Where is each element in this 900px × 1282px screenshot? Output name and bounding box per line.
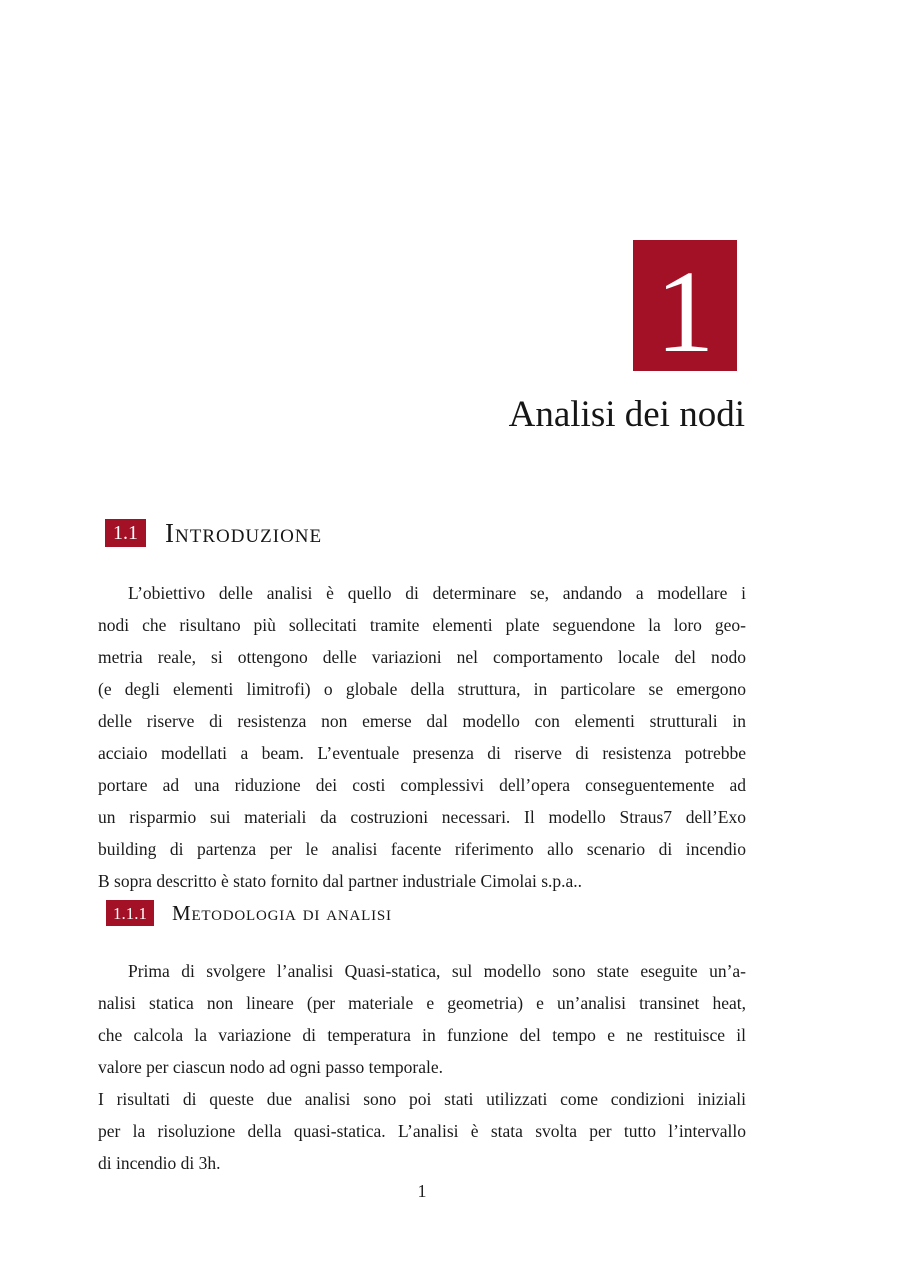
methodology-paragraph-1 bbox=[98, 955, 746, 1083]
text-line: nalisi statica non lineare (per materiale e geometria) e un’analisi transinet heat, bbox=[98, 993, 746, 1013]
text-line: delle riserve di resistenza non emerse dal modello con elementi strutturali in bbox=[98, 711, 746, 731]
section-heading bbox=[105, 519, 322, 547]
chapter-number: 1 bbox=[655, 246, 715, 378]
text-line: B sopra descritto è stato fornito dal partner industriale Cimolai s.p.a.. bbox=[98, 871, 583, 891]
text-line: che calcola la variazione di temperatura in funzione del tempo e ne restituisce il bbox=[98, 1025, 746, 1045]
text-line: portare ad una riduzione dei costi complessivi dell’opera conseguentemente ad bbox=[98, 775, 746, 795]
text-line: un risparmio sui materiali da costruzioni necessari. Il modello Straus7 dell’Exo bbox=[98, 807, 746, 827]
section-number-badge: 1.1 bbox=[105, 519, 146, 547]
intro-paragraph bbox=[98, 577, 746, 897]
text-line: per la risoluzione della quasi-statica. L’analisi è stata svolta per tutto l’intervallo bbox=[98, 1121, 746, 1141]
text-line: valore per ciascun nodo ad ogni passo temporale. bbox=[98, 1057, 444, 1077]
text-line: I risultati di queste due analisi sono poi stati utilizzati come condizioni iniziali bbox=[98, 1089, 746, 1109]
text-line: Prima di svolgere l’analisi Quasi-statica, sul modello sono state eseguite un’a- bbox=[128, 961, 746, 981]
chapter-number-box bbox=[633, 240, 737, 378]
text-line: (e degli elementi limitrofi) o globale della struttura, in particolare se emergono bbox=[98, 679, 746, 699]
subsection-heading bbox=[106, 900, 392, 926]
subsection-number-badge: 1.1.1 bbox=[106, 900, 154, 926]
subsection-title: Metodologia di analisi bbox=[172, 900, 392, 925]
page-number: 1 bbox=[417, 1181, 427, 1201]
text-line: L’obiettivo delle analisi è quello di determinare se, andando a modellare i bbox=[128, 583, 746, 603]
methodology-paragraph-2 bbox=[98, 1083, 746, 1179]
text-line: metria reale, si ottengono delle variazioni nel comportamento locale del nodo bbox=[98, 647, 746, 667]
text-line: di incendio di 3h. bbox=[98, 1153, 221, 1173]
section-title: Introduzione bbox=[165, 517, 323, 548]
text-line: building di partenza per le analisi facente riferimento allo scenario di incendio bbox=[98, 839, 746, 859]
text-line: nodi che risultano più sollecitati tramite elementi plate seguendone la loro geo- bbox=[98, 615, 746, 635]
methodology-paragraphs bbox=[98, 955, 746, 1179]
text-line: acciaio modellati a beam. L’eventuale presenza di riserve di resistenza potrebbe bbox=[98, 743, 746, 763]
chapter-title: Analisi dei nodi bbox=[508, 394, 745, 435]
